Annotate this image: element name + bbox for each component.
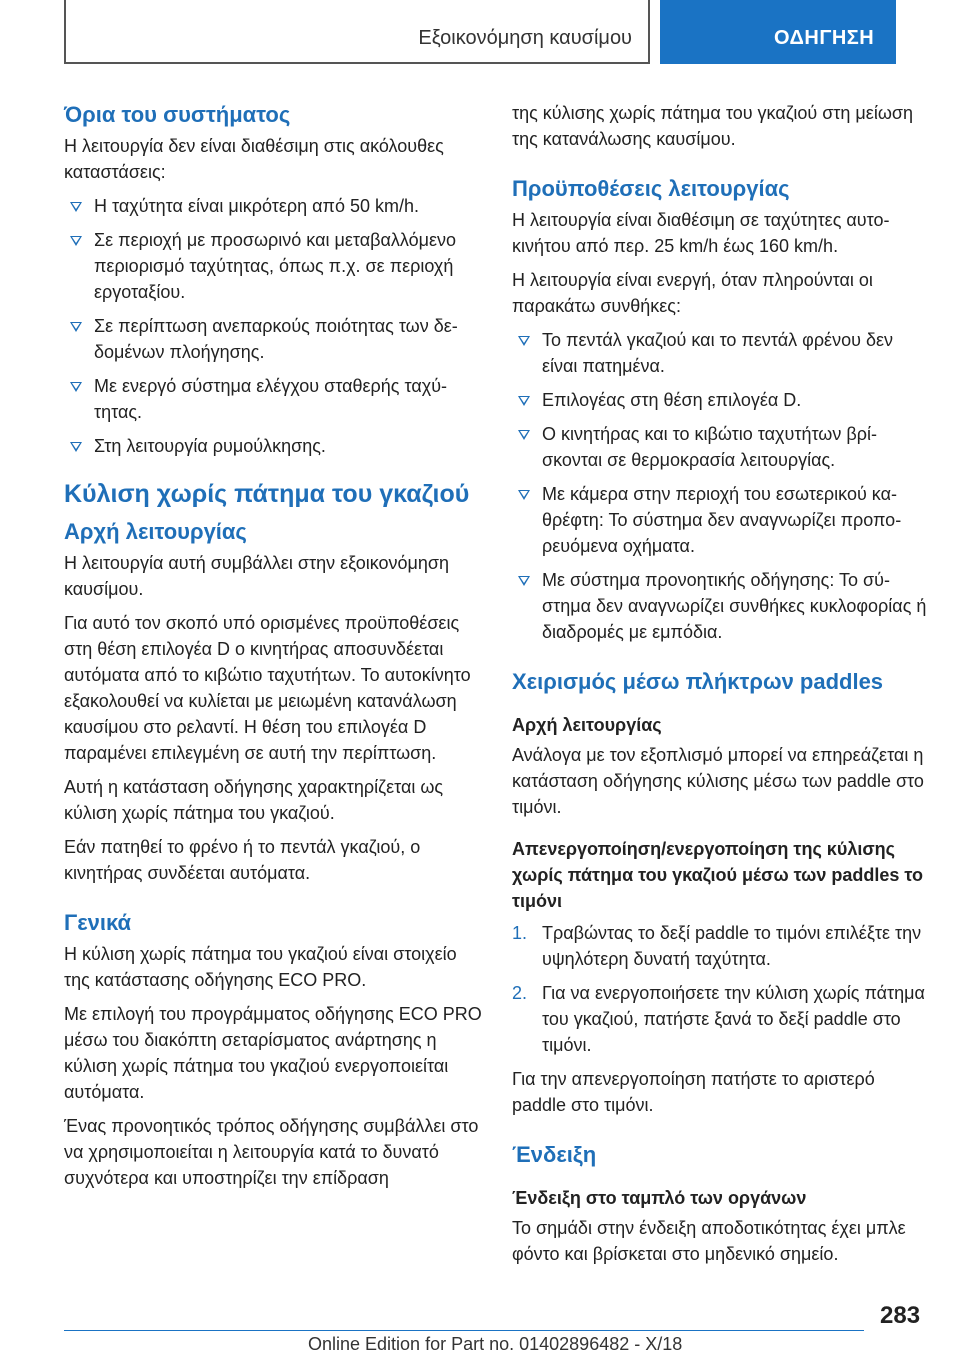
right-column — [512, 100, 928, 1275]
triangle-bullet-icon — [518, 576, 530, 586]
triangle-bullet-icon — [518, 396, 530, 406]
list-item: Σε περίπτωση ανεπαρκούς ποιότητας των δεδομένων πλοήγησης. — [64, 313, 482, 365]
page-number: 283 — [880, 1302, 921, 1329]
list-item: Επιλογέας στη θέση επιλογέα D. — [512, 387, 928, 413]
list-item: Το πεντάλ γκαζιού και το πεντάλ φρένου δεν είναι πατημένα. — [512, 327, 928, 379]
list-item: Σε περιοχή με προσωρινό και μεταβαλλόμενο περιορισμό ταχύτητας, όπως π.χ. σε περιοχή εργοταξίου. — [64, 227, 482, 305]
step-number: 2. — [512, 983, 528, 1003]
list-item: 2. Για να ενεργοποιήσετε την κύλιση χωρίς πάτημα του γκαζιού, πατήστε ξανά το δεξί paddle στο τιμόνι. — [512, 980, 928, 1058]
info-icon[interactable] — [899, 26, 925, 52]
paragraph: Η λειτουργία είναι ενεργή, όταν πληρούνται οι παρακάτω συνθήκες: — [512, 270, 873, 316]
conditions-list — [512, 327, 928, 645]
list-item: Στη λειτουργία ρυμούλκησης. — [64, 433, 482, 459]
toggle-steps — [512, 920, 928, 1058]
list-item: Με ενεργό σύστημα ελέγχου σταθερής ταχύτητας. — [64, 373, 482, 425]
header-section-box — [64, 0, 650, 64]
paragraph: Το σημάδι στην ένδειξη αποδοτικότητας έχει μπλε φόντο και βρίσκεται στο μηδενικό σημείο. — [512, 1218, 906, 1264]
paragraph: Για αυτό τον σκοπό υπό ορισμένες προϋποθέσεις στη θέση επιλογέα D ο κινητήρας αποσυνδέεται αυτόματα από το κιβώτιο ταχυτήτων. Το αυτοκίνητο εξακολουθεί να κυλίεται με μειωμένη κατανάλωση καυσίμου στο ρελαντί. Η θέση του επιλογέα D παραμένει επιλεγμένη σε αυτή την περίπτωση. — [64, 613, 471, 763]
paragraph: Εάν πατηθεί το φρένο ή το πεντάλ γκαζιού, ο κινητήρας συνδέεται αυτόματα. — [64, 837, 421, 883]
paragraph: Ανάλογα με τον εξοπλισμό μπορεί να επηρεάζεται η κατάσταση οδήγησης κύλισης μέσω των paddle στο τιμόνι. — [512, 745, 924, 817]
instrument-heading: Ένδειξη στο ταμπλό των οργάνων — [512, 1188, 807, 1208]
limits-heading: Όρια του συστήματος — [64, 102, 291, 127]
list-item: Με σύστημα προνοητικής οδήγησης: Το σύστημα δεν αναγνωρίζει συνθήκες κυκλοφορίας ή διαδρομές με εμπόδια. — [512, 567, 928, 645]
triangle-bullet-icon — [70, 236, 82, 246]
triangle-bullet-icon — [70, 442, 82, 452]
toggle-heading: Απενεργοποίηση/ενεργοποίηση της κύλισης χωρίς πάτημα του γκαζιού μέσω των paddles το τιμόνι — [512, 839, 923, 911]
display-heading: Ένδειξη — [512, 1142, 597, 1167]
list-item: Η ταχύτητα είναι μικρότερη από 50 km/h. — [64, 193, 482, 219]
general-heading: Γενικά — [64, 910, 132, 935]
triangle-bullet-icon — [70, 202, 82, 212]
paragraph: Η λειτουργία αυτή συμβάλλει στην εξοικονόμηση καυσίμου. — [64, 553, 450, 599]
limits-list — [64, 193, 482, 459]
paragraph: Αυτή η κατάσταση οδήγησης χαρακτηρίζεται ως κύλιση χωρίς πάτημα του γκαζιού. — [64, 777, 444, 823]
paragraph: Για την απενεργοποίηση πατήστε το αριστερό paddle στο τιμόνι. — [512, 1069, 875, 1115]
left-column — [64, 100, 482, 1199]
footer-divider — [64, 1330, 864, 1331]
conditions-heading: Προϋποθέσεις λειτουργίας — [512, 176, 790, 201]
paragraph: Η κύλιση χωρίς πάτημα του γκαζιού είναι στοιχείο της κατάστασης οδήγησης ECO PRO. — [64, 944, 457, 990]
header-chapter-tab[interactable] — [660, 0, 896, 64]
step-number: 1. — [512, 923, 528, 943]
triangle-bullet-icon — [70, 322, 82, 332]
triangle-bullet-icon — [518, 336, 530, 346]
footer-edition: Online Edition for Part no. 01402896482 - X/18 — [308, 1334, 683, 1354]
paragraph: Ένας προνοητικός τρόπος οδήγησης συμβάλλει στο να χρησιμοποιείται η λειτουργία κατά το δυνατό συχνότερα και υποστηρίζει την επίδραση — [64, 1116, 479, 1188]
triangle-bullet-icon — [70, 382, 82, 392]
triangle-bullet-icon — [518, 490, 530, 500]
paddles-heading: Χειρισμός μέσω πλήκτρων paddles — [512, 669, 884, 694]
list-item: 1. Τραβώντας το δεξί paddle το τιμόνι επιλέξτε την υψηλότερη δυνατή ταχύτητα. — [512, 920, 928, 972]
paragraph: Η λειτουργία είναι διαθέσιμη σε ταχύτητες αυτοκινήτου από περ. 25 km/h έως 160 km/h. — [512, 210, 890, 256]
list-item: Με κάμερα στην περιοχή του εσωτερικού καθρέφτη: Το σύστημα δεν αναγνωρίζει προπορευόμενα οχήματα. — [512, 481, 928, 559]
continuation-paragraph: της κύλισης χωρίς πάτημα του γκαζιού στη μείωση της κατανάλωσης καυσίμου. — [512, 103, 914, 149]
triangle-bullet-icon — [518, 430, 530, 440]
paragraph: Με επιλογή του προγράμματος οδήγησης ECO PRO μέσω του διακόπτη σεταρίσματος ανάρτησης η κύλιση χωρίς πάτημα του γκαζιού ενεργοποιείται αυτόματα. — [64, 1004, 482, 1102]
list-item: Ο κινητήρας και το κιβώτιο ταχυτήτων βρίσκονται σε θερμοκρασία λειτουργίας. — [512, 421, 928, 473]
header-section-title: Εξοικονόμηση καυσίμου — [418, 27, 632, 49]
header-chapter-title: ΟΔΗΓΗΣΗ — [774, 27, 875, 49]
paddles-principle-heading: Αρχή λειτουργίας — [512, 715, 662, 735]
principle-heading: Αρχή λειτουργίας — [64, 519, 247, 544]
coasting-heading: Κύλιση χωρίς πάτημα του γκαζιού — [64, 480, 470, 508]
limits-intro: Η λειτουργία δεν είναι διαθέσιμη στις ακόλουθες καταστάσεις: — [64, 136, 444, 182]
